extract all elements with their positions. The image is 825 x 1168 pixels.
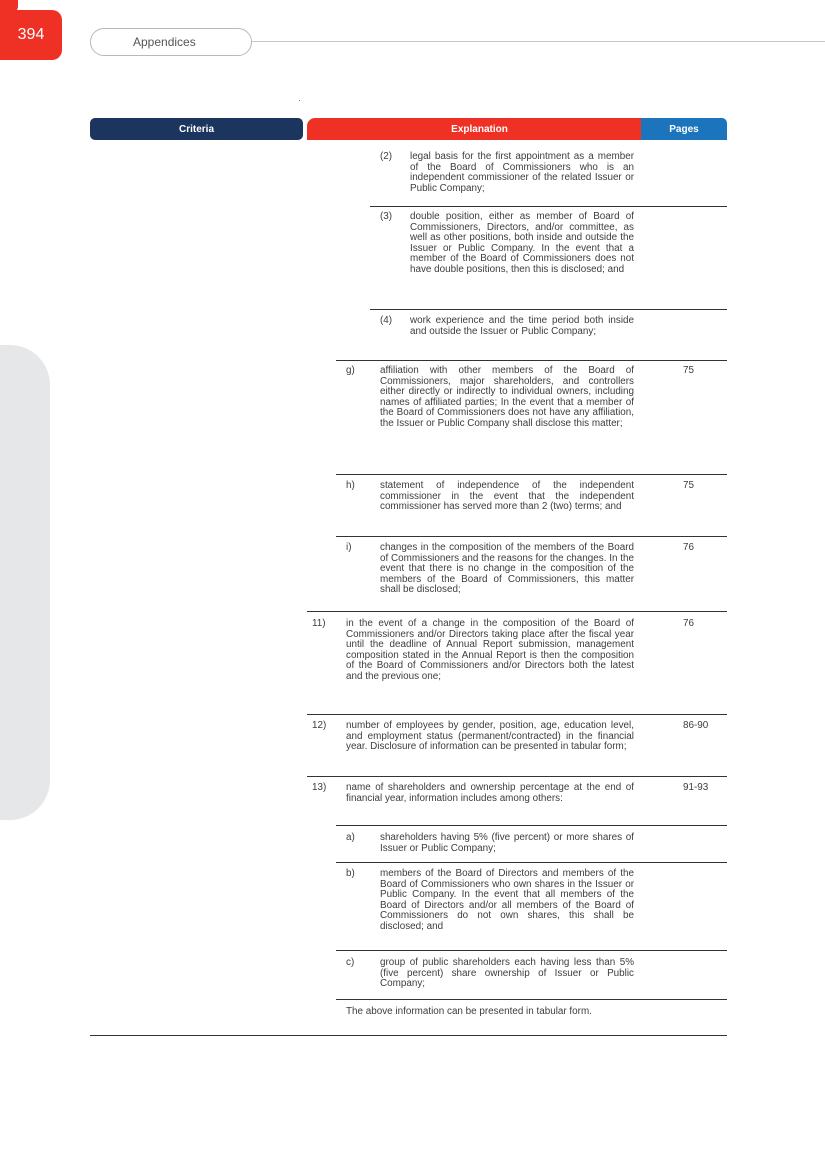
row-separator	[336, 862, 727, 863]
section-label: Appendices	[90, 28, 252, 56]
header-pages: Pages	[641, 118, 727, 140]
row-separator	[336, 360, 727, 361]
row-text: work experience and the time period both inside and outside the Issuer or Public Company;	[410, 315, 634, 337]
table-row	[0, 958, 825, 996]
row-number: 13)	[312, 782, 327, 793]
table-row: 13) name of shareholders and ownership percentage at the end of financial year, information includes among others: 91-93	[312, 782, 709, 804]
table-row	[0, 869, 825, 949]
row-number: a)	[346, 832, 355, 843]
row-text: double position, either as member of Board of Commissioners, Directors, and/or committee, as well as other positions, both inside and outside the Issuer or Public Company. In the event that a member of the Board of Commissioners does not have double positions, then this is disclosed; and	[410, 211, 634, 275]
row-number: 11)	[312, 618, 326, 629]
row-text: in the event of a change in the composition of the Board of Commissioners and/or Directors taking place after the fiscal year until the deadline of Annual Report submission, management composition stated in the Annual Report is then the composition of the Board of Commissioners and/or Directors both the latest and the previous one;	[346, 618, 634, 682]
row-number: 12)	[312, 720, 327, 731]
row-text: affiliation with other members of the Board of Commissioners, major shareholders, and controllers either directly or indirectly to individual owners, including names of affiliated parties; In the event that a member of the Board of Commissioners does not have any affiliation, the Issuer or Public Company shall disclose this matter;	[380, 365, 634, 429]
row-text: members of the Board of Directors and members of the Board of Commissioners who own shares in the Issuer or Public Company. In the event that all members of the Board of Directors and/or all members of the Board of Commissioners do not own shares, this shall be disclosed; and	[380, 868, 634, 932]
table-row	[0, 1007, 825, 1033]
row-number: c)	[346, 957, 355, 968]
table-row: g) affiliation with other members of the Board of Commissioners, major shareholders, and controllers either directly or indirectly to individual owners, including names of affiliated parties; In the event that a member of the Board of Commissioners does not have any affiliation, the Issuer or Public Company shall disclose this matter; 75	[346, 365, 694, 429]
row-text: name of shareholders and ownership percentage at the end of financial year, information includes among others:	[346, 782, 634, 804]
row-number: (4)	[380, 315, 393, 326]
header-criteria: Criteria	[90, 118, 303, 140]
row-separator	[336, 950, 727, 951]
row-text: group of public shareholders each having less than 5% (five percent) share ownership of Issuer or Public Company;	[380, 957, 634, 990]
row-text: statement of independence of the independent commissioner in the event that the independent commissioner has served more than 2 (two) terms; and	[380, 480, 634, 513]
row-text: legal basis for the first appointment as a member of the Board of Commissioners who is an independent commissioner of the related Issuer or Public Company;	[410, 151, 634, 194]
row-number: g)	[346, 365, 355, 376]
table-row	[0, 316, 825, 356]
row-separator	[370, 309, 727, 310]
row-number: (3)	[380, 211, 393, 222]
table-row: i) changes in the composition of the members of the Board of Commissioners and the reasons for the changes. In the event that there is no change in the composition of the members of the Board of Commissioners, this matter shall be disclosed; 76	[346, 542, 694, 596]
row-number: b)	[346, 868, 355, 879]
page-number: 394	[0, 10, 62, 60]
header-explanation: Explanation	[307, 118, 652, 140]
table-bottom-rule	[90, 1035, 727, 1036]
row-separator	[336, 536, 727, 537]
table-row: h) statement of independence of the independent commissioner in the event that the independent commissioner has served more than 2 (two) terms; and 75	[346, 480, 694, 513]
row-separator	[307, 714, 727, 715]
row-separator	[370, 206, 727, 207]
row-number: h)	[346, 480, 355, 491]
table-row	[0, 212, 825, 307]
row-text: shareholders having 5% (five percent) or more shares of Issuer or Public Company;	[380, 832, 634, 854]
row-text: The above information can be presented in tabular form.	[346, 1006, 592, 1017]
table-row: 11) in the event of a change in the composition of the Board of Commissioners and/or Directors taking place after the fiscal year until the deadline of Annual Report submission, management composition stated in the Annual Report is then the composition of the Board of Commissioners and/or Directors both the latest and the previous one; 76	[312, 618, 694, 682]
row-separator	[336, 999, 727, 1000]
table-row: 12) number of employees by gender, position, age, education level, and employment status (permanent/contracted) in the financial year. Disclosure of information can be presented in tabular form; 86-90	[312, 720, 709, 753]
row-separator	[336, 825, 727, 826]
row-separator	[307, 611, 727, 612]
row-separator	[307, 776, 727, 777]
row-number: (2)	[380, 151, 393, 162]
row-text: changes in the composition of the members of the Board of Commissioners and the reasons for the changes. In the event that there is no change in the composition of the members of the Board of Commissioners, this matter shall be disclosed;	[380, 542, 634, 596]
table-row	[0, 833, 825, 859]
row-text: number of employees by gender, position, age, education level, and employment status (permanent/contracted) in the financial year. Disclosure of information can be presented in tabular form;	[346, 720, 634, 753]
row-number: i)	[346, 542, 352, 553]
row-separator	[336, 474, 727, 475]
table-row	[0, 152, 825, 204]
